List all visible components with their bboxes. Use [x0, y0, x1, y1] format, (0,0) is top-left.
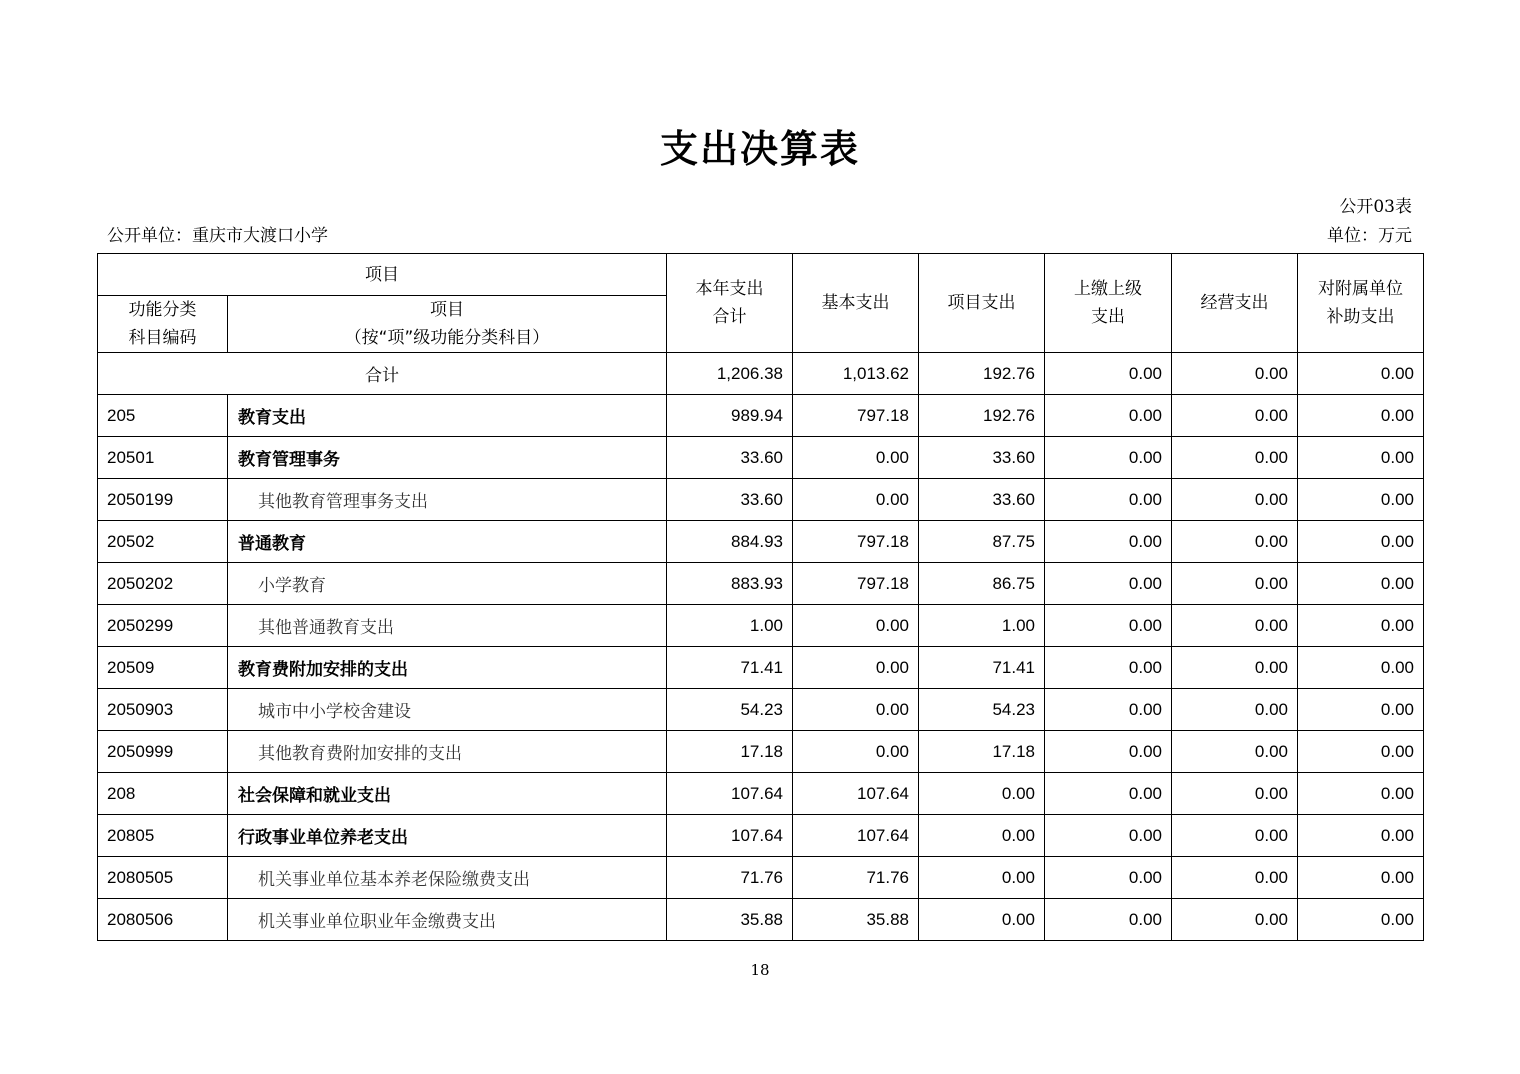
row-project: 192.76	[919, 395, 1045, 437]
row-project: 17.18	[919, 731, 1045, 773]
row-code: 2050199	[98, 479, 228, 521]
row-code: 20805	[98, 815, 228, 857]
row-basic: 0.00	[793, 479, 919, 521]
row-basic: 35.88	[793, 899, 919, 941]
row-total: 71.76	[667, 857, 793, 899]
table-row	[98, 773, 1424, 815]
row-name: 其他教育费附加安排的支出	[228, 731, 667, 773]
header-upper	[1045, 254, 1172, 353]
page-number: 18	[750, 961, 770, 979]
row-subsidy: 0.00	[1298, 479, 1424, 521]
row-code: 20501	[98, 437, 228, 479]
row-basic: 71.76	[793, 857, 919, 899]
row-upper: 0.00	[1045, 395, 1172, 437]
row-business: 0.00	[1172, 899, 1298, 941]
row-subsidy: 0.00	[1298, 437, 1424, 479]
header-name-line2: （按“项”级功能分类科目）	[344, 328, 550, 348]
row-code: 20509	[98, 647, 228, 689]
row-business: 0.00	[1172, 731, 1298, 773]
header-upper-line1: 上缴上级	[1074, 279, 1142, 299]
row-upper: 0.00	[1045, 647, 1172, 689]
publishing-unit: 公开单位：重庆市大渡口小学	[107, 226, 328, 246]
table-row	[98, 689, 1424, 731]
header-business: 经营支出	[1172, 254, 1298, 353]
row-project: 0.00	[919, 815, 1045, 857]
row-total: 989.94	[667, 395, 793, 437]
row-upper: 0.00	[1045, 731, 1172, 773]
row-upper: 0.00	[1045, 563, 1172, 605]
row-name: 行政事业单位养老支出	[228, 815, 667, 857]
row-upper: 0.00	[1045, 773, 1172, 815]
header-upper-line2: 支出	[1091, 307, 1125, 327]
row-upper: 0.00	[1045, 689, 1172, 731]
form-number: 公开03表	[1339, 197, 1412, 217]
row-business: 0.00	[1172, 521, 1298, 563]
total-sum: 1,206.38	[667, 353, 793, 395]
row-total: 884.93	[667, 521, 793, 563]
row-basic: 797.18	[793, 563, 919, 605]
row-project: 33.60	[919, 437, 1045, 479]
row-business: 0.00	[1172, 437, 1298, 479]
row-code: 20502	[98, 521, 228, 563]
currency-unit: 单位：万元	[1327, 226, 1412, 246]
header-code-line1: 功能分类	[128, 300, 197, 320]
row-business: 0.00	[1172, 773, 1298, 815]
row-name: 教育支出	[228, 395, 667, 437]
row-total: 71.41	[667, 647, 793, 689]
row-project: 86.75	[919, 563, 1045, 605]
row-basic: 107.64	[793, 815, 919, 857]
row-name: 城市中小学校舍建设	[228, 689, 667, 731]
row-project: 87.75	[919, 521, 1045, 563]
row-name: 机关事业单位职业年金缴费支出	[228, 899, 667, 941]
table-row	[98, 563, 1424, 605]
row-project: 1.00	[919, 605, 1045, 647]
row-project: 54.23	[919, 689, 1045, 731]
header-subsidy-line1: 对附属单位	[1318, 279, 1403, 299]
total-label: 合计	[98, 353, 667, 395]
row-project: 0.00	[919, 899, 1045, 941]
table-row	[98, 857, 1424, 899]
row-upper: 0.00	[1045, 521, 1172, 563]
row-total: 107.64	[667, 773, 793, 815]
header-subsidy	[1298, 254, 1424, 353]
page-title: 支出决算表	[659, 127, 860, 171]
row-code: 2080505	[98, 857, 228, 899]
table-row	[98, 899, 1424, 941]
row-basic: 0.00	[793, 605, 919, 647]
row-business: 0.00	[1172, 395, 1298, 437]
row-upper: 0.00	[1045, 479, 1172, 521]
row-total: 107.64	[667, 815, 793, 857]
row-business: 0.00	[1172, 563, 1298, 605]
header-name	[228, 296, 667, 353]
row-name: 其他普通教育支出	[228, 605, 667, 647]
row-business: 0.00	[1172, 479, 1298, 521]
row-subsidy: 0.00	[1298, 857, 1424, 899]
row-business: 0.00	[1172, 647, 1298, 689]
row-basic: 0.00	[793, 647, 919, 689]
row-project: 33.60	[919, 479, 1045, 521]
row-subsidy: 0.00	[1298, 395, 1424, 437]
row-upper: 0.00	[1045, 605, 1172, 647]
table-row	[98, 605, 1424, 647]
row-code: 2050999	[98, 731, 228, 773]
row-basic: 0.00	[793, 689, 919, 731]
row-code: 205	[98, 395, 228, 437]
total-basic: 1,013.62	[793, 353, 919, 395]
row-basic: 107.64	[793, 773, 919, 815]
row-total: 1.00	[667, 605, 793, 647]
row-subsidy: 0.00	[1298, 647, 1424, 689]
row-basic: 797.18	[793, 395, 919, 437]
total-business: 0.00	[1172, 353, 1298, 395]
row-name: 普通教育	[228, 521, 667, 563]
row-business: 0.00	[1172, 605, 1298, 647]
row-subsidy: 0.00	[1298, 689, 1424, 731]
header-name-line1: 项目	[430, 300, 464, 320]
row-subsidy: 0.00	[1298, 899, 1424, 941]
row-upper: 0.00	[1045, 899, 1172, 941]
table-row	[98, 647, 1424, 689]
header-project: 项目	[98, 254, 667, 296]
header-code	[98, 296, 228, 353]
header-code-line2: 科目编码	[128, 328, 197, 348]
expenditure-table	[97, 253, 1424, 941]
row-business: 0.00	[1172, 857, 1298, 899]
row-basic: 797.18	[793, 521, 919, 563]
header-total-line1: 本年支出	[695, 279, 764, 299]
total-row	[98, 353, 1424, 395]
row-name: 教育费附加安排的支出	[228, 647, 667, 689]
row-total: 883.93	[667, 563, 793, 605]
total-project: 192.76	[919, 353, 1045, 395]
row-total: 17.18	[667, 731, 793, 773]
row-subsidy: 0.00	[1298, 521, 1424, 563]
row-business: 0.00	[1172, 689, 1298, 731]
row-name: 教育管理事务	[228, 437, 667, 479]
row-project: 0.00	[919, 857, 1045, 899]
table-row	[98, 395, 1424, 437]
row-upper: 0.00	[1045, 815, 1172, 857]
row-subsidy: 0.00	[1298, 605, 1424, 647]
row-subsidy: 0.00	[1298, 563, 1424, 605]
row-code: 2050903	[98, 689, 228, 731]
row-basic: 0.00	[793, 437, 919, 479]
row-subsidy: 0.00	[1298, 773, 1424, 815]
row-upper: 0.00	[1045, 437, 1172, 479]
row-upper: 0.00	[1045, 857, 1172, 899]
total-upper: 0.00	[1045, 353, 1172, 395]
row-total: 33.60	[667, 479, 793, 521]
row-total: 33.60	[667, 437, 793, 479]
row-total: 35.88	[667, 899, 793, 941]
row-subsidy: 0.00	[1298, 815, 1424, 857]
row-code: 208	[98, 773, 228, 815]
header-total-line2: 合计	[712, 307, 747, 327]
row-name: 其他教育管理事务支出	[228, 479, 667, 521]
row-name: 社会保障和就业支出	[228, 773, 667, 815]
total-subsidy: 0.00	[1298, 353, 1424, 395]
row-code: 2050202	[98, 563, 228, 605]
row-name: 机关事业单位基本养老保险缴费支出	[228, 857, 667, 899]
row-code: 2050299	[98, 605, 228, 647]
table-row	[98, 815, 1424, 857]
row-total: 54.23	[667, 689, 793, 731]
table-row	[98, 731, 1424, 773]
header-basic: 基本支出	[793, 254, 919, 353]
row-name: 小学教育	[228, 563, 667, 605]
header-project-exp: 项目支出	[919, 254, 1045, 353]
row-code: 2080506	[98, 899, 228, 941]
row-basic: 0.00	[793, 731, 919, 773]
table-row	[98, 437, 1424, 479]
table-row	[98, 479, 1424, 521]
row-project: 0.00	[919, 773, 1045, 815]
table-row	[98, 521, 1424, 563]
header-total	[667, 254, 793, 353]
row-project: 71.41	[919, 647, 1045, 689]
row-subsidy: 0.00	[1298, 731, 1424, 773]
row-business: 0.00	[1172, 815, 1298, 857]
header-subsidy-line2: 补助支出	[1326, 307, 1395, 327]
